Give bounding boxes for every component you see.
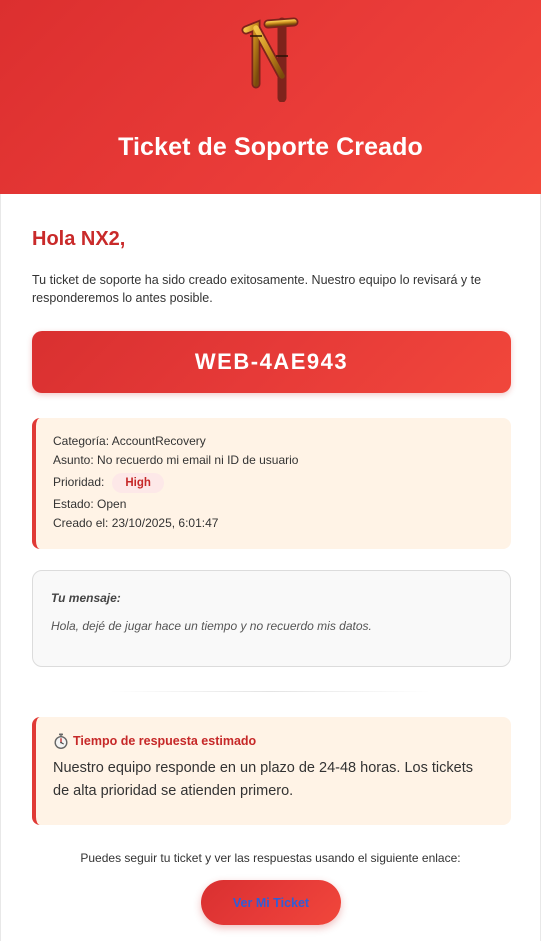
view-ticket-button[interactable]: Ver Mi Ticket xyxy=(201,880,341,925)
detail-subject: Asunto: No recuerdo mi email ni ID de usuario xyxy=(53,453,299,467)
detail-priority xyxy=(53,470,511,495)
nt-logo-icon xyxy=(236,6,306,102)
email-header xyxy=(0,0,541,194)
user-message-panel xyxy=(32,570,511,667)
header-title: Ticket de Soporte Creado xyxy=(118,133,423,161)
message-title: Tu mensaje: xyxy=(51,591,121,605)
priority-label: Prioridad: xyxy=(53,475,105,489)
ticket-id: WEB-4AE943 xyxy=(194,349,349,374)
intro-text: Tu ticket de soporte ha sido creado exitosamente. Nuestro equipo lo revisará y te responderemos lo antes posible. xyxy=(32,273,482,305)
ticket-details-panel xyxy=(32,418,511,549)
message-text: Hola, dejé de jugar hace un tiempo y no recuerdo mis datos. xyxy=(51,619,372,633)
ticket-id-banner xyxy=(32,331,511,393)
stopwatch-icon xyxy=(53,733,69,749)
detail-status: Estado: Open xyxy=(53,497,127,511)
greeting-heading: Hola NX2, xyxy=(32,228,126,250)
response-time-heading xyxy=(53,733,491,749)
content-border-left xyxy=(0,194,1,941)
priority-badge: High xyxy=(112,473,164,493)
response-time-title: Tiempo de respuesta estimado xyxy=(73,734,257,748)
detail-category: Categoría: AccountRecovery xyxy=(53,434,206,448)
response-time-panel xyxy=(32,717,511,825)
section-divider xyxy=(110,691,431,692)
detail-created: Creado el: 23/10/2025, 6:01:47 xyxy=(53,516,219,530)
follow-ticket-text: Puedes seguir tu ticket y ver las respuestas usando el siguiente enlace: xyxy=(80,851,461,865)
response-time-text: Nuestro equipo responde en un plazo de 24-48 horas. Los tickets de alta prioridad se atienden primero. xyxy=(53,760,473,799)
